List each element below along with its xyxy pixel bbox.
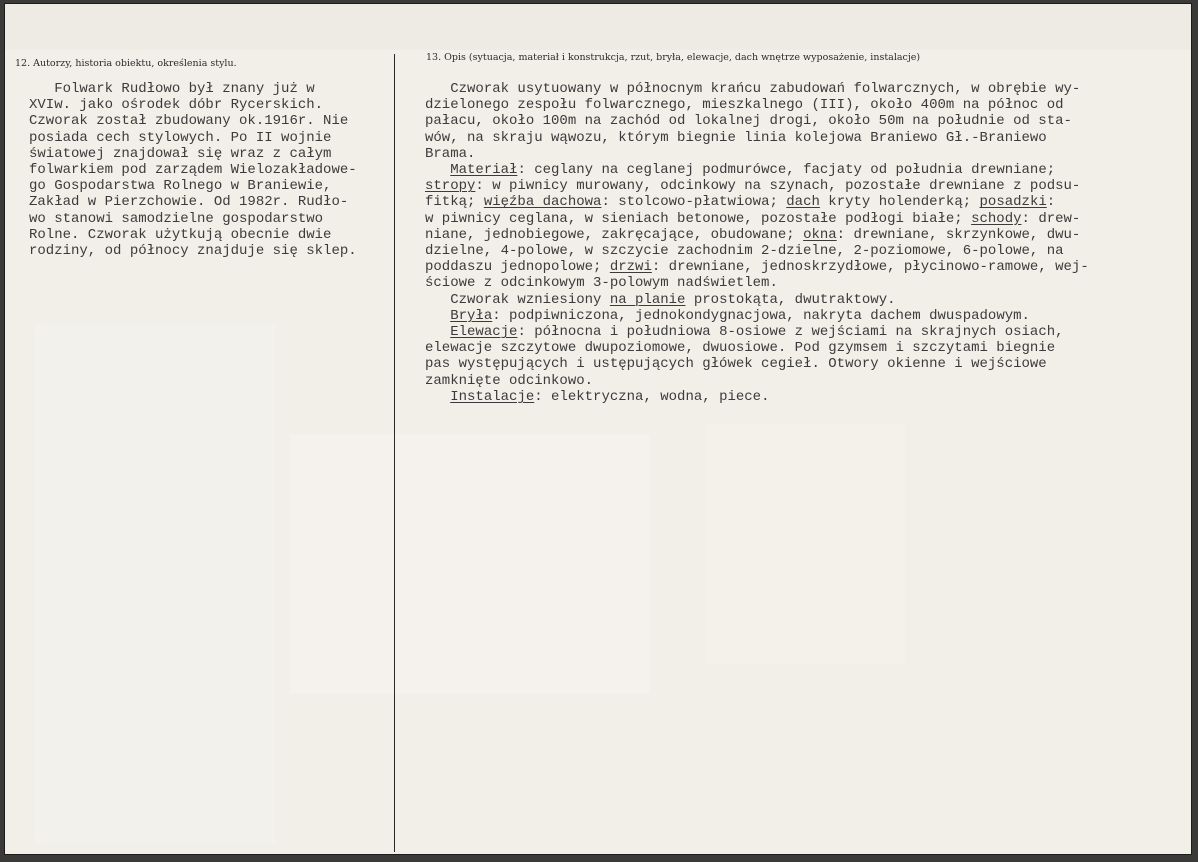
text-line: Rolne. Czworak użytkują obecnie dwie bbox=[29, 226, 332, 243]
section-12-text bbox=[29, 81, 357, 259]
text-line: rodziny, od północy znajduje się sklep. bbox=[29, 243, 357, 260]
text-line bbox=[425, 259, 1089, 275]
text-segment bbox=[425, 162, 450, 178]
text-line bbox=[425, 113, 1089, 129]
underlined-term: na planie bbox=[609, 291, 686, 308]
text-line: Zakład w Pierzchowie. Od 1982r. Rudło- bbox=[29, 194, 349, 211]
underlined-term: dach bbox=[786, 194, 820, 211]
underlined-term: okna bbox=[803, 226, 837, 243]
text-line: Czworak został zbudowany ok.1916r. Nie bbox=[29, 113, 349, 130]
text-segment: pas występujących i ustępujących główek cegieł. Otwory okienne i wejściowe bbox=[425, 356, 1047, 373]
text-line bbox=[425, 227, 1089, 243]
text-line bbox=[425, 162, 1089, 178]
paper-stain bbox=[35, 324, 275, 844]
text-segment: elewacje szczytowe dwupoziomowe, dwuosiowe. Pod gzymsem i szczytami biegnie bbox=[425, 340, 1056, 357]
section-12-heading: 12. Autorzy, historia obiektu, określenia stylu. bbox=[15, 58, 237, 69]
text-line: światowej znajdował się wraz z całym bbox=[29, 145, 332, 162]
text-segment: : drewniane, jednoskrzydłowe, płycinowo-ramowe, wej- bbox=[651, 259, 1089, 276]
text-line bbox=[425, 211, 1089, 227]
text-line bbox=[425, 130, 1089, 146]
paper-stain bbox=[705, 424, 905, 664]
text-line bbox=[425, 97, 1089, 113]
underlined-term: Instalacje bbox=[450, 388, 535, 405]
text-segment: : stolcowo-płatwiowa; bbox=[601, 194, 787, 211]
text-line: folwarkiem pod zarządem Wielozakładowe- bbox=[29, 162, 357, 179]
text-line bbox=[425, 389, 1089, 405]
text-line bbox=[425, 340, 1089, 356]
text-line bbox=[425, 146, 1089, 162]
text-segment: zamknięte odcinkowo. bbox=[425, 372, 594, 389]
text-segment: niane, jednobiegowe, zakręcające, obudowane; bbox=[425, 226, 804, 243]
text-segment: dzielonego zespołu folwarcznego, mieszkalnego (III), około 400m na północ od bbox=[425, 97, 1064, 114]
text-segment: prostokąta, dwutraktowy. bbox=[685, 291, 896, 308]
top-band bbox=[5, 4, 1191, 50]
text-segment: dzielne, 4-polowe, w szczycie zachodnim 2-dzielne, 2-poziomowe, 6-polowe, na bbox=[425, 243, 1064, 260]
underlined-term: drzwi bbox=[609, 259, 652, 276]
underlined-term: więźba dachowa bbox=[483, 194, 602, 211]
text-segment: kryty holenderką; bbox=[819, 194, 980, 211]
text-segment: Czworak wzniesiony bbox=[425, 291, 610, 308]
section-13-heading: 13. Opis (sytuacja, materiał i konstrukcja, rzut, bryła, elewacje, dach wnętrze wyposażenie, instalacje) bbox=[426, 52, 921, 63]
section-13-text bbox=[425, 81, 1089, 405]
underlined-term: posadzki bbox=[979, 194, 1047, 211]
text-segment bbox=[425, 324, 450, 340]
text-line bbox=[425, 356, 1089, 372]
text-line bbox=[425, 292, 1089, 308]
text-segment: Brama. bbox=[425, 145, 476, 162]
text-line bbox=[425, 373, 1089, 389]
text-segment: fitką; bbox=[425, 194, 484, 211]
text-line: XVIw. jako ośrodek dóbr Rycerskich. bbox=[29, 97, 324, 114]
text-segment bbox=[425, 308, 450, 324]
text-line bbox=[425, 81, 1089, 97]
text-segment: : drew- bbox=[1021, 210, 1081, 227]
underlined-term: schody bbox=[971, 210, 1022, 227]
text-line bbox=[425, 194, 1089, 210]
text-segment: : podpiwniczona, jednokondygnacjowa, nakryta dachem dwuspadowym. bbox=[492, 307, 1030, 324]
paper-stain bbox=[290, 434, 650, 694]
underlined-term: stropy bbox=[425, 178, 476, 195]
text-line: Folwark Rudłowo był znany już w bbox=[29, 81, 315, 97]
text-line: go Gospodarstwa Rolnego w Braniewie, bbox=[29, 178, 332, 195]
form-sheet bbox=[4, 3, 1192, 855]
text-segment: : północna i południowa 8-osiowe z wejściami na skrajnych osiach, bbox=[517, 324, 1064, 341]
underlined-term: Bryła bbox=[450, 307, 493, 324]
text-segment: Czworak usytuowany w północnym krańcu zabudowań folwarcznych, w obrębie wy- bbox=[425, 81, 1081, 97]
text-segment: ściowe z odcinkowym 3-polowym nadświetlem. bbox=[425, 275, 778, 292]
text-line bbox=[425, 308, 1089, 324]
text-segment bbox=[425, 389, 450, 405]
text-segment: wów, na skraju wąwozu, którym biegnie linia kolejowa Braniewo Gł.-Braniewo bbox=[425, 129, 1047, 146]
underlined-term: Materiał bbox=[450, 162, 518, 179]
column-divider bbox=[394, 54, 395, 852]
text-line bbox=[425, 178, 1089, 194]
text-segment: : ceglany na ceglanej podmurówce, facjaty od południa drewniane; bbox=[517, 162, 1056, 179]
text-segment: : bbox=[1046, 194, 1056, 211]
text-line: wo stanowi samodzielne gospodarstwo bbox=[29, 210, 324, 227]
text-line bbox=[425, 275, 1089, 291]
text-line: posiada cech stylowych. Po II wojnie bbox=[29, 129, 332, 146]
text-segment: w piwnicy ceglana, w sieniach betonowe, pozostałe podłogi białe; bbox=[425, 210, 972, 227]
underlined-term: Elewacje bbox=[450, 324, 518, 341]
text-line bbox=[425, 243, 1089, 259]
text-segment: pałacu, około 100m na zachód od lokalnej drogi, około 50m na południe od sta- bbox=[425, 113, 1072, 130]
text-line bbox=[425, 324, 1089, 340]
text-segment: poddaszu jednopolowe; bbox=[425, 259, 610, 276]
text-segment: : w piwnicy murowany, odcinkowy na szynach, pozostałe drewniane z podsu- bbox=[475, 178, 1081, 195]
text-segment: : drewniane, skrzynkowe, dwu- bbox=[836, 226, 1081, 243]
text-segment: : elektryczna, wodna, piece. bbox=[534, 388, 770, 405]
